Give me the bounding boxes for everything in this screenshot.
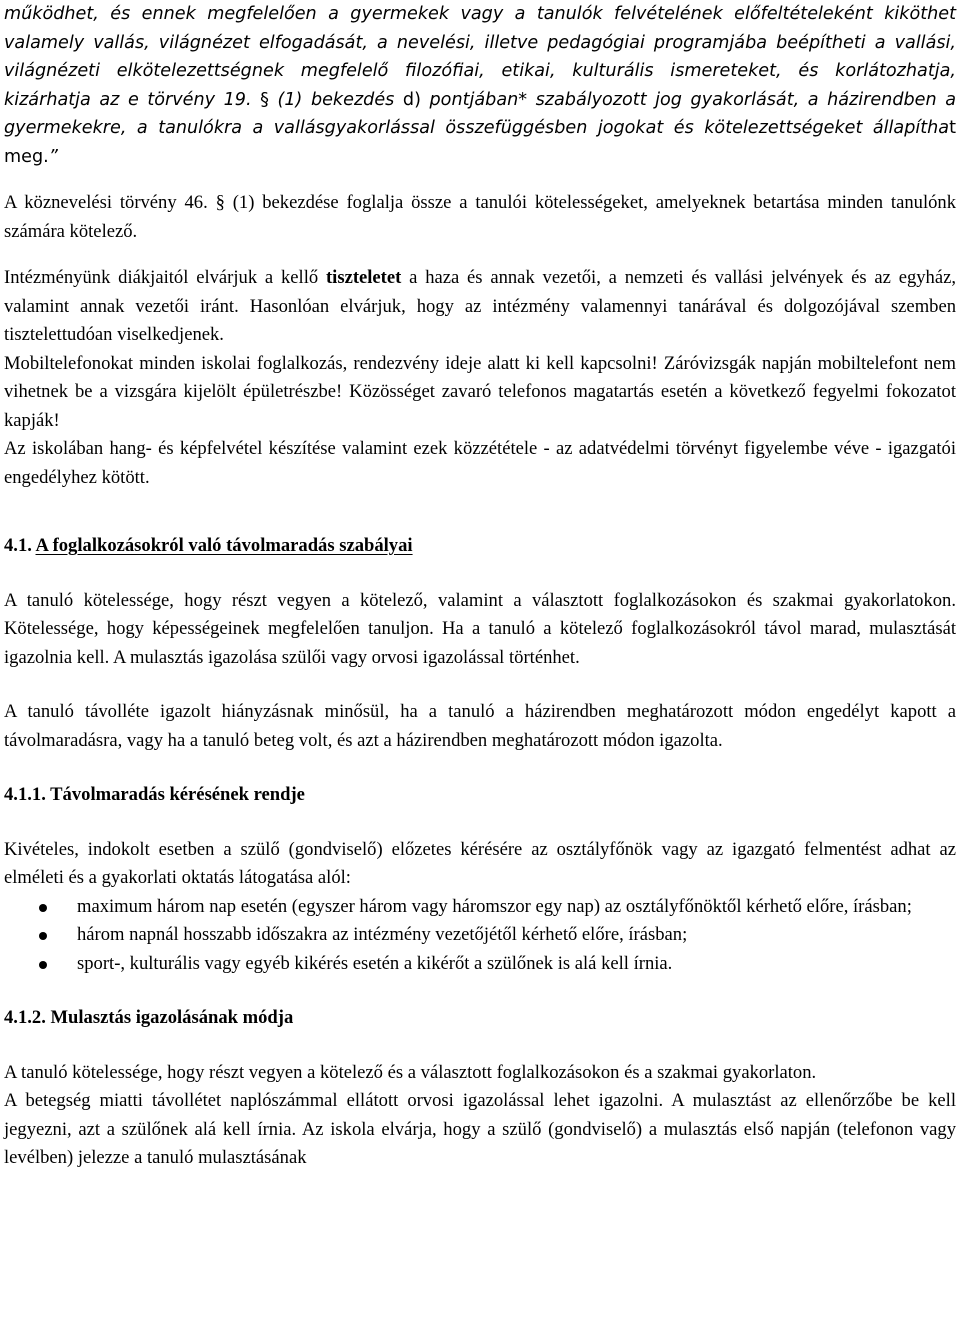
intro-text: pontjában* szabályozott jog gyakorlását, a házirendben a gyermekekre, a tanulókra a vallásgyakorlással összefüggésben jogokat és kötelezettségeket állapítha (4, 89, 956, 138)
leave-request-paragraph: Kivételes, indokolt esetben a szülő (gondviselő) előzetes kérésére az osztályfőnök vagy az igazgató felmentést adhat az elméleti és a gyakorlati oktatás látogatása alól: (4, 838, 956, 888)
list-item: három napnál hosszabb időszakra az intézmény vezetőjétől kérhető előre, írásban; (4, 921, 956, 950)
section-heading-4-1-1: 4.1.1. Távolmaradás kérésének rendje (4, 784, 305, 805)
respect-emphasis: tiszteletet (325, 267, 402, 288)
intro-quote-paragraph (4, 0, 956, 171)
section-heading-4-1 (4, 532, 956, 561)
intro-point-letter: d) (402, 89, 421, 110)
section-number: 4.1. (4, 535, 36, 556)
phones-paragraph: Mobiltelefonokat minden iskolai foglalkozás, rendezvény ideje alatt ki kell kapcsolni! Záróvizsgák napján mobiltelefont nem vihetnek be a vizsgára kijelölt épületrészbe! Közösséget zavaró telefonos magatartás esetén a következő fegyelmi fokozatot kapják! (4, 352, 956, 431)
law-text: (1) bekezdése foglalja össze a tanulói kötelességeket, amelyeknek betartása minden tanulónk számára kötelező. (4, 192, 957, 242)
obligation-paragraph: A tanuló kötelessége, hogy részt vegyen a kötelező és a választott foglalkozásokon és a szakmai gyakorlaton. (4, 1061, 817, 1083)
leave-request-list (4, 893, 956, 979)
respect-text: Intézményünk diákjaitól elvárjuk a kellő (4, 267, 326, 288)
list-item: sport-, kulturális vagy egyéb kikérés esetén a kikérőt a szülőnek is alá kell írnia. (4, 950, 956, 979)
section-sign: § (251, 89, 278, 110)
section-title: A foglalkozásokról való távolmaradás szabályai (35, 535, 413, 556)
law-text: A köznevelési törvény 46. (4, 192, 208, 213)
closing-quote: ” (48, 146, 58, 167)
respect-text: a haza és annak vezetői, a nemzeti és vallási jelvények és az egyház, valamint annak vezetői iránt. Hasonlóan elvárjuk, hogy az intézmény valamennyi tanárával és dolgozójával szemben tisztelettudóan viselkedjenek. (4, 267, 957, 345)
list-item: maximum három nap esetén (egyszer három vagy háromszor egy nap) az osztályfőnöktől kérhető előre, írásban; (4, 893, 956, 922)
section-sign: § (207, 192, 233, 213)
law-reference-paragraph (4, 189, 956, 246)
section-heading-4-1-2: 4.1.2. Mulasztás igazolásának módja (4, 1007, 294, 1028)
respect-paragraph (4, 264, 956, 350)
illness-absence-paragraph: A betegség miatti távollétet naplószámmal ellátott orvosi igazolással lehet igazolni. A mulasztást az ellenőrzőbe be kell jegyezni, azt a szülőnek alá kell írnia. Az iskola elvárja, hogy a szülő (gondviselő) a mulasztás első napján (telefonon vagy levélben) jelezze a tanuló mulasztásának (4, 1090, 956, 1168)
recording-paragraph: Az iskolában hang- és képfelvétel készítése valamint ezek közzététele - az adatvédelmi törvényt figyelembe véve - igazgatói engedélyhez kötött. (4, 438, 956, 488)
intro-text: (1) bekezdés (277, 89, 403, 110)
intro-text: működhet, és ennek megfelelően a gyermekek vagy a tanulók felvételének előfeltételeként kiköthet valamely vallás, világnézet elfogadását, a nevelési, illetve pedagógiai programjába beépítheti a vallási, világnézeti elkötelezettségnek megfelelő filozófiai, etikai, kulturális ismereteket, és korlátozhatja, kizárhatja az e törvény 19. (4, 4, 956, 110)
intro-text: t meg. (4, 118, 956, 167)
justified-absence-paragraph: A tanuló távolléte igazolt hiányzásnak minősül, ha a tanuló a házirendben meghatározott módon engedélyt kapott a távolmaradásra, vagy ha a tanuló beteg volt, és azt a házirendben meghatározott módon igazolta. (4, 701, 956, 751)
attendance-paragraph: A tanuló kötelessége, hogy részt vegyen a kötelező, valamint a választott foglalkozásokon és szakmai gyakorlatokon. Kötelessége, hogy képességeinek megfelelően tanuljon. Ha a tanuló a kötelező foglalkozásokról távol marad, mulasztását igazolnia kell. A mulasztás igazolása szülői vagy orvosi igazolással történhet. (4, 589, 956, 668)
